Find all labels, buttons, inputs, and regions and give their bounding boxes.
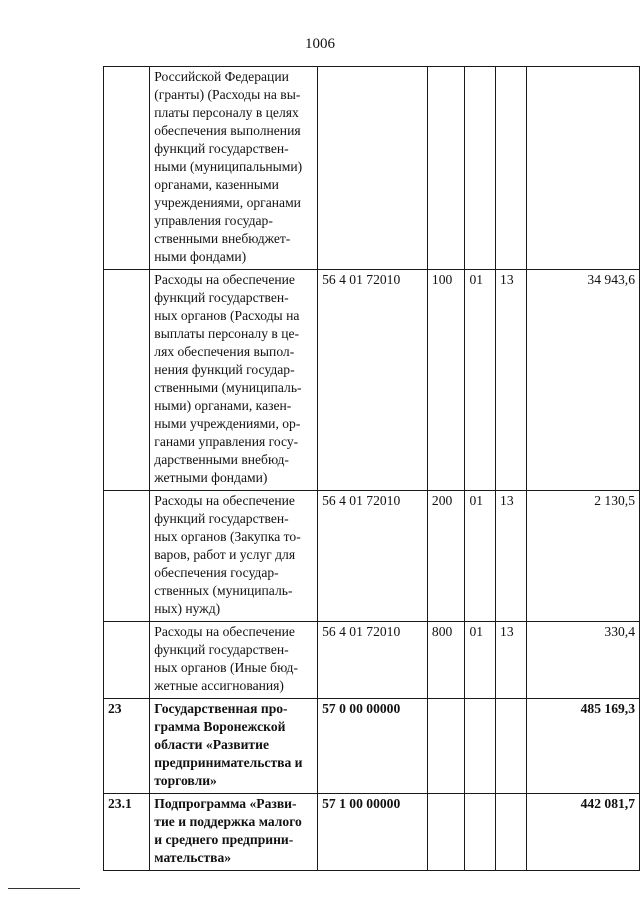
description-line: лях обеспечения выпол- [154, 344, 295, 359]
description-line: ных органов (Иные бюд- [154, 660, 298, 675]
amount-cell: 330,4 [526, 622, 639, 699]
target-code-cell: 57 1 00 00000 [318, 794, 428, 871]
table-row [104, 794, 640, 871]
description-line: функций государствен- [154, 141, 289, 156]
subsection-cell [496, 794, 527, 871]
description-line: управления государ- [154, 213, 273, 228]
budget-table [103, 66, 640, 871]
description-line: Государственная про- [154, 701, 288, 716]
description-line: органами, казенными [154, 177, 279, 192]
description-line: предпринимательства и [154, 755, 303, 770]
description-line: ными) органами, казен- [154, 398, 292, 413]
row-description-cell [150, 491, 318, 622]
target-code-cell: 56 4 01 72010 [318, 622, 428, 699]
footnote-rule [8, 888, 80, 889]
row-description-cell [150, 67, 318, 270]
expense-type-cell [427, 67, 465, 270]
description-line: нения функций государ- [154, 362, 295, 377]
description-line: варов, работ и услуг для [154, 547, 296, 562]
description-line: Расходы на обеспечение [154, 493, 295, 508]
description-line: функций государствен- [154, 642, 289, 657]
description-line: ственными (муниципаль- [154, 380, 302, 395]
description-line: ными учреждениями, ор- [154, 416, 301, 431]
expense-type-cell: 200 [427, 491, 465, 622]
amount-cell: 442 081,7 [526, 794, 639, 871]
section-cell [465, 794, 496, 871]
description-line: ными (муниципальными) [154, 159, 303, 174]
description-line: обеспечения государ- [154, 565, 279, 580]
description-line: и среднего предприни- [154, 832, 294, 847]
description-line: ных) нужд) [154, 601, 221, 616]
table-row [104, 67, 640, 270]
description-line: ственными внебюджет- [154, 231, 291, 246]
description-line: ственных (муниципаль- [154, 583, 293, 598]
expense-type-cell: 100 [427, 270, 465, 491]
description-line: ными фондами) [154, 249, 247, 264]
amount-cell: 485 169,3 [526, 699, 639, 794]
table-row [104, 491, 640, 622]
description-line: функций государствен- [154, 290, 289, 305]
row-description-cell [150, 699, 318, 794]
description-line: дарственными внебюд- [154, 452, 289, 467]
description-line: Российской Федерации [154, 69, 289, 84]
description-line: ных органов (Расходы на [154, 308, 300, 323]
subsection-cell: 13 [496, 270, 527, 491]
amount-cell: 2 130,5 [526, 491, 639, 622]
subsection-cell [496, 67, 527, 270]
description-line: выплаты персоналу в це- [154, 326, 300, 341]
table-row [104, 622, 640, 699]
section-cell [465, 699, 496, 794]
row-number-cell: 23 [104, 699, 150, 794]
description-line: мательства» [154, 850, 232, 865]
description-line: Расходы на обеспечение [154, 272, 295, 287]
row-description-cell [150, 794, 318, 871]
table-row [104, 270, 640, 491]
description-line: функций государствен- [154, 511, 289, 526]
description-line: торговли» [154, 773, 217, 788]
target-code-cell [318, 67, 428, 270]
expense-type-cell: 800 [427, 622, 465, 699]
expense-type-cell [427, 794, 465, 871]
subsection-cell: 13 [496, 491, 527, 622]
description-line: области «Развитие [154, 737, 269, 752]
expense-type-cell [427, 699, 465, 794]
amount-cell [526, 67, 639, 270]
target-code-cell: 56 4 01 72010 [318, 270, 428, 491]
table-row [104, 699, 640, 794]
row-number-cell [104, 270, 150, 491]
description-line: платы персоналу в целях [154, 105, 299, 120]
description-line: (гранты) (Расходы на вы- [154, 87, 301, 102]
page-number: 1006 [305, 36, 335, 52]
subsection-cell: 13 [496, 622, 527, 699]
description-line: жетными фондами) [154, 470, 268, 485]
row-number-cell [104, 491, 150, 622]
row-description-cell [150, 622, 318, 699]
budget-table-body [104, 67, 640, 871]
description-line: Расходы на обеспечение [154, 624, 295, 639]
description-line: Подпрограмма «Разви- [154, 796, 297, 811]
section-cell: 01 [465, 622, 496, 699]
section-cell: 01 [465, 491, 496, 622]
row-number-cell: 23.1 [104, 794, 150, 871]
section-cell: 01 [465, 270, 496, 491]
amount-cell: 34 943,6 [526, 270, 639, 491]
description-line: ных органов (Закупка то- [154, 529, 301, 544]
description-line: учреждениями, органами [154, 195, 301, 210]
section-cell [465, 67, 496, 270]
description-line: обеспечения выполнения [154, 123, 301, 138]
description-line: ганами управления госу- [154, 434, 299, 449]
row-description-cell [150, 270, 318, 491]
description-line: грамма Воронежской [154, 719, 286, 734]
description-line: жетные ассигнования) [154, 678, 284, 693]
row-number-cell [104, 67, 150, 270]
target-code-cell: 57 0 00 00000 [318, 699, 428, 794]
subsection-cell [496, 699, 527, 794]
row-number-cell [104, 622, 150, 699]
target-code-cell: 56 4 01 72010 [318, 491, 428, 622]
description-line: тие и поддержка малого [154, 814, 302, 829]
